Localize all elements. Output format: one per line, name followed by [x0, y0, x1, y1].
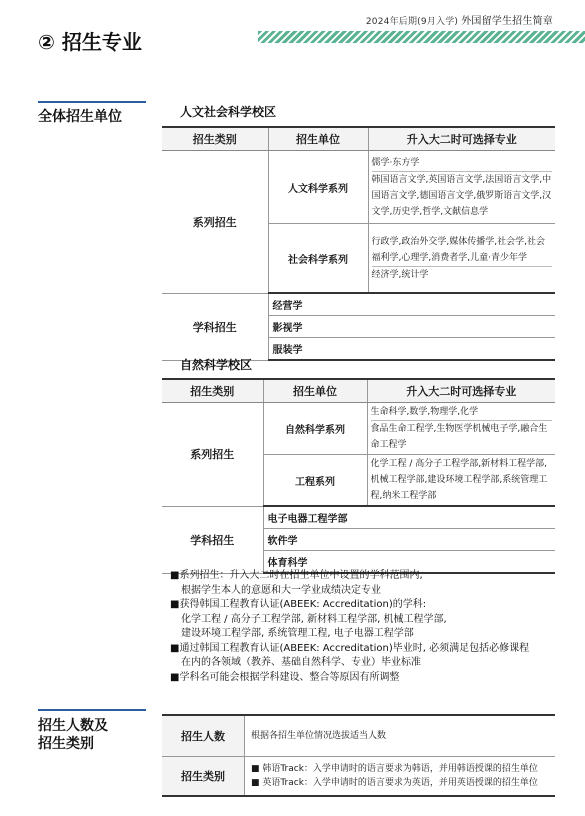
- dept-item: 经营学: [268, 293, 555, 316]
- col-header-unit: 招生单位: [263, 379, 367, 403]
- section-label-quota: [38, 717, 108, 753]
- science-table: [162, 378, 555, 574]
- decorative-stripe: [258, 31, 585, 43]
- major-group: 儒学·东方学: [371, 157, 420, 168]
- note-item: ■获得韩国工程教育认证(ABEEK: Accreditation)的学科:: [170, 599, 427, 610]
- header-term: 2024年后期(9月入学): [365, 17, 459, 27]
- dept-item: 电子电器工程学部: [263, 506, 555, 529]
- section-label-units: 全体招生单位: [38, 109, 122, 125]
- unit-engineering-series: 工程系列: [263, 455, 367, 507]
- majors-cell: [368, 224, 555, 294]
- unit-humanities-series: 人文科学系列: [268, 151, 368, 224]
- note-item: ■学科名可能会根据学科建设、整合等原因有所调整: [170, 671, 400, 683]
- note-text: 在内的各领域（教养、基础自然科学、专业）毕业标准: [181, 657, 421, 668]
- type-item: ■ 韩语Track：入学申请时的语言要求为韩语，并用韩语授课的招生单位: [251, 764, 538, 774]
- note-item: ■通过韩国工程教育认证(ABEEK: Accreditation)毕业时, 必须满足包括必修课程: [170, 642, 530, 654]
- dept-item: 体育科学: [263, 551, 555, 574]
- type-text: 英语Track：入学申请时的语言要求为英语，并用英语授课的招生单位: [262, 778, 538, 788]
- note-text: 获得韩国工程教育认证(ABEEK: Accreditation)的学科:: [179, 599, 427, 610]
- col-header-category: 招生类别: [162, 379, 263, 403]
- header-title: 外国留学生招生简章: [461, 16, 553, 27]
- campus-title-science: 自然科学校区: [180, 358, 253, 372]
- dept-item: 服装学: [268, 338, 555, 361]
- type-text: 韩语Track：入学申请时的语言要求为韩语，并用韩语授课的招生单位: [262, 764, 538, 774]
- col-header-majors: 升入大二时可选择专业: [367, 379, 555, 403]
- quota-label: 招生人数: [162, 715, 245, 757]
- col-header-majors: 升入大二时可选择专业: [368, 127, 555, 151]
- note-text: 化学工程 / 高分子工程学部, 新材料工程学部, 机械工程学部,: [181, 613, 447, 625]
- page-title: ② 招生专业: [38, 30, 142, 54]
- quota-value: 根据各招生单位情况选拔适当人数: [245, 715, 556, 757]
- document-header: [366, 12, 553, 27]
- category-dept: 学科招生: [162, 506, 263, 573]
- section-bar: [38, 709, 146, 711]
- major-group: 行政学,政治外交学,媒体传播学,社会学,社会福利学,心理学,消费者学,儿童·青少年学: [371, 236, 545, 263]
- majors-cell: [368, 151, 555, 224]
- section-bar: [38, 101, 146, 103]
- campus-title-humanities: 人文社会科学校区: [180, 105, 277, 119]
- note-text: 系列招生：升入大二时在招生单位中设置的学科范围内,: [179, 570, 423, 581]
- major-group: 生命科学,数学,物理学,化学: [370, 407, 479, 417]
- major-group: 韩国语言文学,英国语言文学,法国语言文学,中国语言文学,德国语言文学,俄罗斯语言文学,汉文学,历史学,哲学,文献信息学: [372, 171, 553, 220]
- type-label: 招生类别: [162, 757, 245, 797]
- notes-list: [170, 569, 580, 685]
- quota-table: [162, 714, 555, 797]
- category-series: 系列招生: [162, 151, 268, 294]
- dept-item: 影视学: [268, 316, 555, 338]
- section-label-line: 招生类别: [38, 736, 94, 752]
- note-text: 学科名可能会根据学科建设、整合等原因有所调整: [179, 671, 400, 683]
- unit-natural-series: 自然科学系列: [263, 403, 367, 455]
- major-group: 食品生命工程学,生物医学机械电子学,融合生命工程学: [371, 420, 553, 453]
- note-item: ■系列招生：升入大二时在招生单位中设置的学科范围内,: [170, 570, 423, 581]
- type-item: ■ 英语Track：入学申请时的语言要求为英语，并用英语授课的招生单位: [251, 778, 538, 788]
- unit-social-series: 社会科学系列: [268, 224, 368, 294]
- note-text: 通过韩国工程教育认证(ABEEK: Accreditation)毕业时, 必须满足包括必修课程: [179, 642, 530, 654]
- majors-cell: 化学工程 / 高分子工程学部,新材料工程学部,机械工程学部,建设环境工程学部,系统管理工程,纳米工程学部: [367, 455, 555, 507]
- majors-cell: [367, 403, 555, 455]
- note-text: 建设环境工程学部, 系统管理工程, 电子电器工程学部: [181, 628, 414, 639]
- dept-item: 软件学: [263, 529, 555, 551]
- section-label-line: 招生人数及: [38, 718, 108, 734]
- col-header-unit: 招生单位: [268, 127, 368, 151]
- category-dept: 学科招生: [162, 293, 268, 360]
- category-series: 系列招生: [162, 403, 263, 507]
- type-values: [245, 757, 556, 797]
- humanities-table: [162, 126, 555, 361]
- major-group: 经济学,统计学: [372, 266, 553, 283]
- note-text: 根据学生本人的意愿和大一学业成绩决定专业: [181, 584, 381, 596]
- col-header-category: 招生类别: [162, 127, 268, 151]
